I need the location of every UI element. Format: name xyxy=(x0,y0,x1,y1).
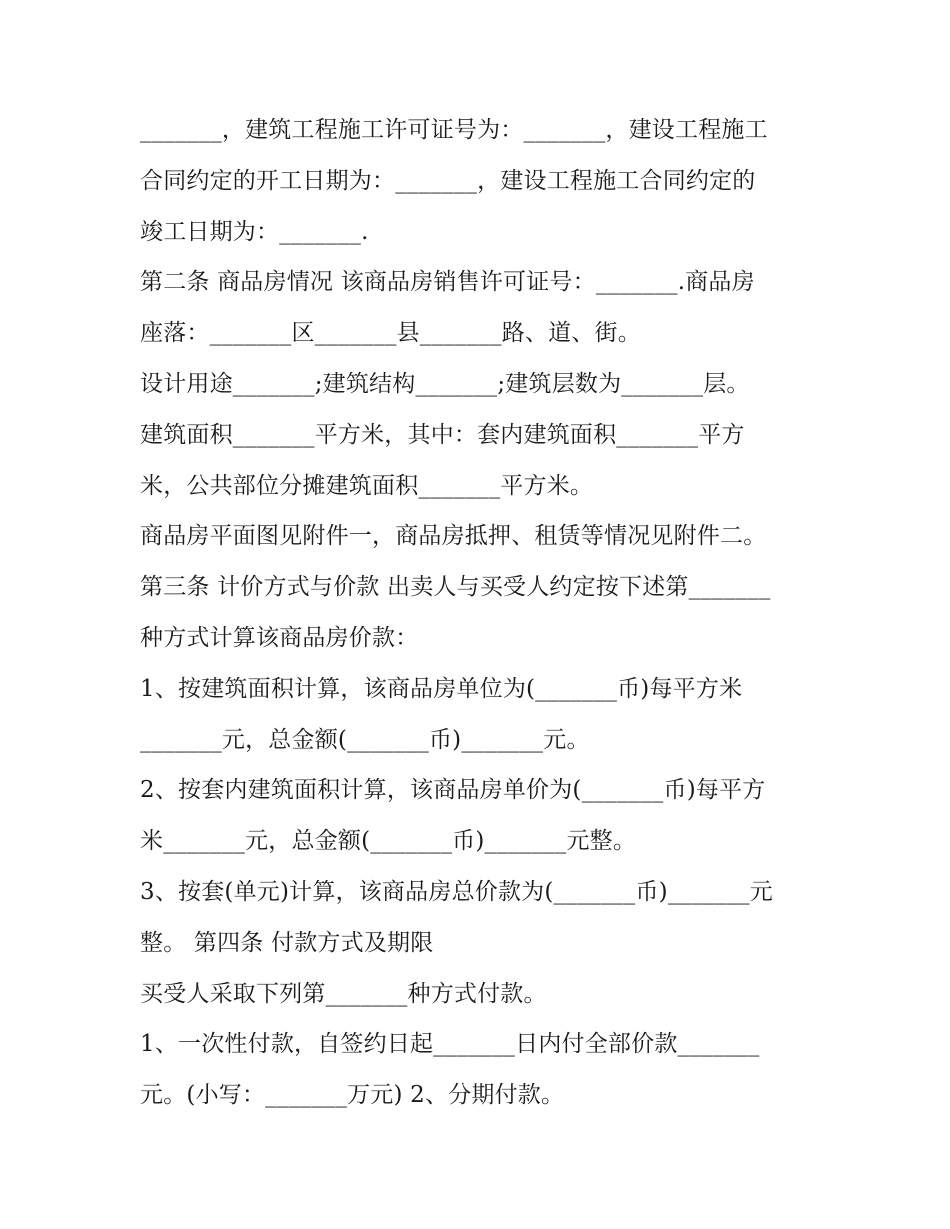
text-line: _______，建筑工程施工许可证号为：_______，建设工程施工 xyxy=(140,117,768,143)
document-page xyxy=(140,108,820,1124)
text-line: 2、按套内建筑面积计算，该商品房单价为(_______币)每平方 xyxy=(140,777,766,804)
text-line: 买受人采取下列第_______种方式付款。 xyxy=(140,980,547,1007)
text-line: 1、按建筑面积计算，该商品房单位为(_______币)每平方米 xyxy=(140,675,743,702)
text-line: 1、一次性付款，自签约日起_______日内付全部价款_______ xyxy=(140,1031,760,1058)
text-line: 元。(小写：_______万元) 2、分期付款。 xyxy=(140,1082,565,1109)
text-line: 设计用途_______;建筑结构_______;建筑层数为_______层。 xyxy=(140,370,750,397)
text-line: 商品房平面图见附件一，商品房抵押、租赁等情况见附件二。 xyxy=(140,523,767,550)
text-line: 整。 第四条 付款方式及期限 xyxy=(140,929,434,956)
text-line: 第二条 商品房情况 该商品房销售许可证号：_______.商品房 xyxy=(140,269,755,296)
text-line: 米，公共部位分摊建筑面积_______平方米。 xyxy=(140,472,594,499)
text-line: 米_______元，总金额(_______币)_______元整。 xyxy=(140,828,637,855)
text-line: 座落：_______区_______县_______路、道、街。 xyxy=(140,320,641,347)
text-line: 建筑面积_______平方米，其中：套内建筑面积_______平方 xyxy=(140,421,745,448)
text-line: _______元，总金额(_______币)_______元。 xyxy=(140,726,590,753)
text-line: 第三条 计价方式与价款 出卖人与买受人约定按下述第_______ xyxy=(140,574,771,601)
text-line: 合同约定的开工日期为：_______，建设工程施工合同约定的 xyxy=(140,167,756,194)
text-line: 种方式计算该商品房价款： xyxy=(140,624,419,651)
text-line: 竣工日期为：_______. xyxy=(140,218,369,245)
text-line: 3、按套(单元)计算，该商品房总价款为(_______币)_______元 xyxy=(140,878,773,905)
